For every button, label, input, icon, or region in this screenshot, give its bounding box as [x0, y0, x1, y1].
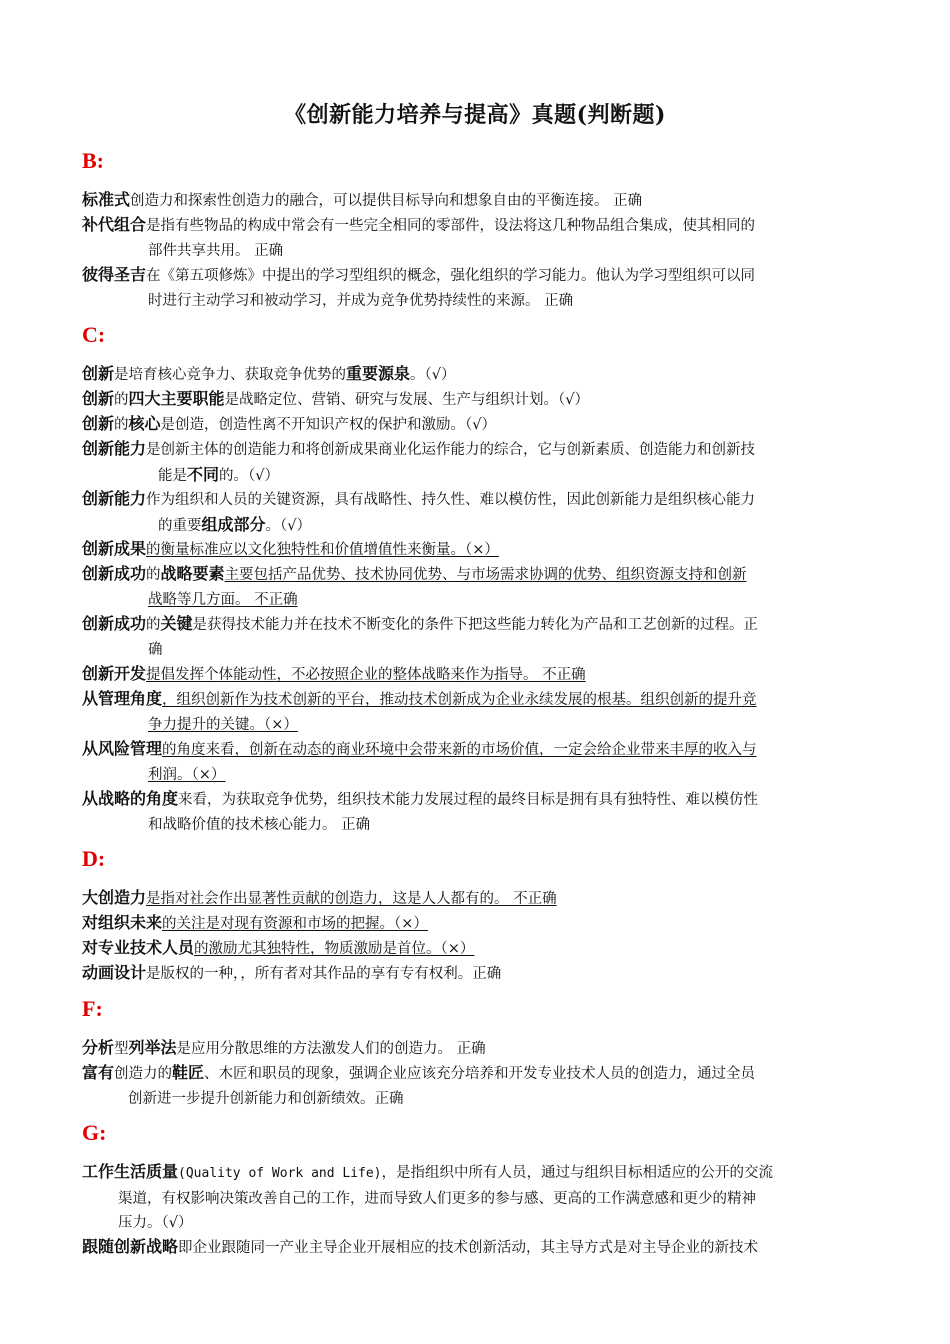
section-heading-c: C:	[82, 322, 106, 347]
term: 工作生活质量	[82, 1162, 179, 1181]
entry-text: 的激励尤其独特性，物质激励是首位。（×）	[194, 941, 475, 957]
list-item	[82, 263, 868, 313]
term-emphasis: 四大主要职能	[128, 389, 225, 408]
entry-continuation	[82, 513, 868, 539]
page-title: 《创新能力培养与提高》真题(判断题)	[284, 102, 666, 128]
entry-continuation: 确	[148, 641, 163, 658]
list-item	[82, 911, 868, 937]
term: 创新能力	[82, 439, 147, 458]
entry-text: 是创造，创造性离不开知识产权的保护和激励。（√）	[160, 417, 497, 433]
entry-continuation: 战略等几方面。 不正确	[148, 591, 298, 608]
entry-text: 即企业跟随同一产业主导企业开展相应的技术创新活动，其主导方式是对主导企业的新技术	[178, 1240, 759, 1256]
entry-text: 的	[146, 617, 161, 633]
entry-text: 提倡发挥个体能动性，不必按照企业的整体战略来作为指导。 不正确	[146, 667, 586, 683]
term: 创新	[82, 389, 115, 408]
entry-text: 的衡量标准应以文化独特性和价值增值性来衡量。（×）	[146, 542, 499, 558]
entry-text: 在《第五项修炼》中提出的学习型组织的概念，强化组织的学习能力。他认为学习型组织可以同	[146, 268, 756, 284]
entry-continuation: 利润。（×）	[148, 766, 226, 783]
term-emphasis: 组成部分	[201, 514, 266, 534]
entry-text: 是指有些物品的构成中常会有一些完全相同的零部件，设法将这几种物品组合集成，使其相同的	[146, 218, 756, 234]
term: 动画设计	[82, 963, 147, 982]
section-heading-b: B:	[82, 148, 104, 173]
entry-text: 来看，为获取竞争优势，组织技术能力发展过程的最终目标是拥有具有独特性、难以模仿性	[178, 792, 759, 808]
entry-text: 的	[146, 567, 161, 583]
list-item	[82, 687, 868, 737]
entry-continuation: 渠道，有权影响决策改善自己的工作，进而导致人们更多的参与感、更高的工作满意感和更少的精神	[118, 1190, 756, 1207]
entry-text: 型	[114, 1041, 129, 1057]
list-item	[82, 412, 868, 438]
term-emphasis: 核心	[128, 414, 161, 433]
entry-text: 的。（√）	[219, 467, 280, 484]
entry-text: 的	[114, 417, 129, 433]
list-item	[82, 612, 868, 662]
entry-text: ，组织创新作为技术创新的平台，推动技术创新成为企业永续发展的根基。组织创新的提升竞	[162, 692, 757, 708]
list-item	[82, 1036, 868, 1062]
list-item	[82, 387, 868, 413]
entry-text: 。（√）	[265, 517, 312, 534]
term-emphasis: 不同	[187, 464, 220, 484]
term: 创新能力	[82, 489, 147, 508]
term: 富有	[82, 1063, 115, 1082]
entry-text: 能是	[158, 467, 187, 484]
term-emphasis: 鞋匠	[172, 1063, 205, 1082]
entry-text: 是指对社会作出显著性贡献的创造力，这是人人都有的。 不正确	[146, 891, 557, 907]
list-item	[82, 1235, 868, 1261]
entry-continuation: 争力提升的关键。（×）	[148, 716, 298, 733]
entry-text: 创造力的	[114, 1066, 173, 1082]
term: 创新	[82, 414, 115, 433]
list-item	[82, 886, 868, 912]
list-item	[82, 961, 868, 987]
entry-text: 的角度来看，创新在动态的商业环境中会带来新的市场价值，一定会给企业带来丰厚的收入与	[162, 742, 757, 758]
entry-text: 主要包括产品优势、技术协同优势、与市场需求协调的优势、组织资源支持和创新	[224, 567, 747, 583]
entry-english: (Quality of Work and Life)	[178, 1166, 382, 1181]
section-heading-f: F:	[82, 996, 103, 1021]
list-item	[82, 562, 868, 612]
list-item	[82, 487, 868, 538]
entry-text: 。（√）	[410, 367, 456, 383]
entry-text: 是版权的一种，，所有者对其作品的享有专有权利。正确	[146, 966, 502, 982]
term-emphasis: 重要源泉	[346, 364, 411, 383]
term: 标准式	[82, 190, 131, 209]
list-item	[82, 437, 868, 488]
list-item	[82, 537, 868, 563]
section-heading-d: D:	[82, 846, 106, 871]
entry-continuation: 压力。（√）	[118, 1215, 193, 1231]
entry-text: ，是指组织中所有人员，通过与组织目标相适应的公开的交流	[381, 1165, 774, 1181]
entry-text: 是培育核心竞争力、获取竞争优势的	[114, 367, 347, 383]
list-item	[82, 737, 868, 787]
entry-text: 是战略定位、营销、研究与发展、生产与组织计划。（√）	[224, 392, 590, 408]
term: 大创造力	[82, 888, 147, 907]
list-item	[82, 213, 868, 263]
list-item	[82, 787, 868, 837]
term: 创新	[82, 364, 115, 383]
list-item	[82, 1160, 868, 1236]
entry-continuation: 和战略价值的技术核心能力。 正确	[148, 816, 371, 833]
term: 彼得圣吉	[82, 265, 147, 284]
term: 对专业技术人员	[82, 938, 195, 957]
entry-continuation	[82, 463, 868, 489]
list-item	[82, 662, 868, 688]
entry-text: 的重要	[158, 517, 202, 534]
entry-text: 创造力和探索性创造力的融合，可以提供目标导向和想象自由的平衡连接。 正确	[130, 193, 643, 209]
section-heading-g: G:	[82, 1120, 107, 1145]
term-emphasis: 列举法	[128, 1038, 177, 1057]
term: 从战略的角度	[82, 789, 179, 808]
entry-text: 、木匠和职员的现象，强调企业应该充分培养和开发专业技术人员的创造力，通过全员	[204, 1066, 756, 1082]
term: 从管理角度	[82, 689, 163, 708]
list-item	[82, 1061, 868, 1111]
term-emphasis: 战略要素	[160, 564, 225, 583]
list-item	[82, 362, 868, 388]
term: 对组织未来	[82, 913, 163, 932]
entry-text: 的	[114, 392, 129, 408]
term: 补代组合	[82, 215, 147, 234]
term: 跟随创新战略	[82, 1237, 179, 1256]
entry-text: 是获得技术能力并在技术不断变化的条件下把这些能力转化为产品和工艺创新的过程。正	[192, 617, 759, 633]
term: 创新成果	[82, 539, 147, 558]
list-item	[82, 936, 868, 962]
entry-continuation: 创新进一步提升创新能力和创新绩效。正确	[128, 1090, 404, 1107]
term: 分析	[82, 1038, 115, 1057]
entry-text: 作为组织和人员的关键资源，具有战略性、持久性、难以模仿性，因此创新能力是组织核心能力	[146, 492, 756, 508]
entry-continuation: 部件共享共用。 正确	[148, 242, 284, 259]
term: 创新成功	[82, 614, 147, 633]
term-emphasis: 关键	[160, 614, 193, 633]
entry-continuation: 时进行主动学习和被动学习，并成为竞争优势持续性的来源。 正确	[148, 292, 574, 309]
entry-text: 的关注是对现有资源和市场的把握。（×）	[162, 916, 428, 932]
entry-text: 是应用分散思维的方法激发人们的创造力。 正确	[176, 1041, 486, 1057]
term: 从风险管理	[82, 739, 163, 758]
entry-text: 是创新主体的创造能力和将创新成果商业化运作能力的综合，它与创新素质、创造能力和创新技	[146, 442, 756, 458]
term: 创新开发	[82, 664, 147, 683]
list-item	[82, 188, 868, 214]
term: 创新成功	[82, 564, 147, 583]
